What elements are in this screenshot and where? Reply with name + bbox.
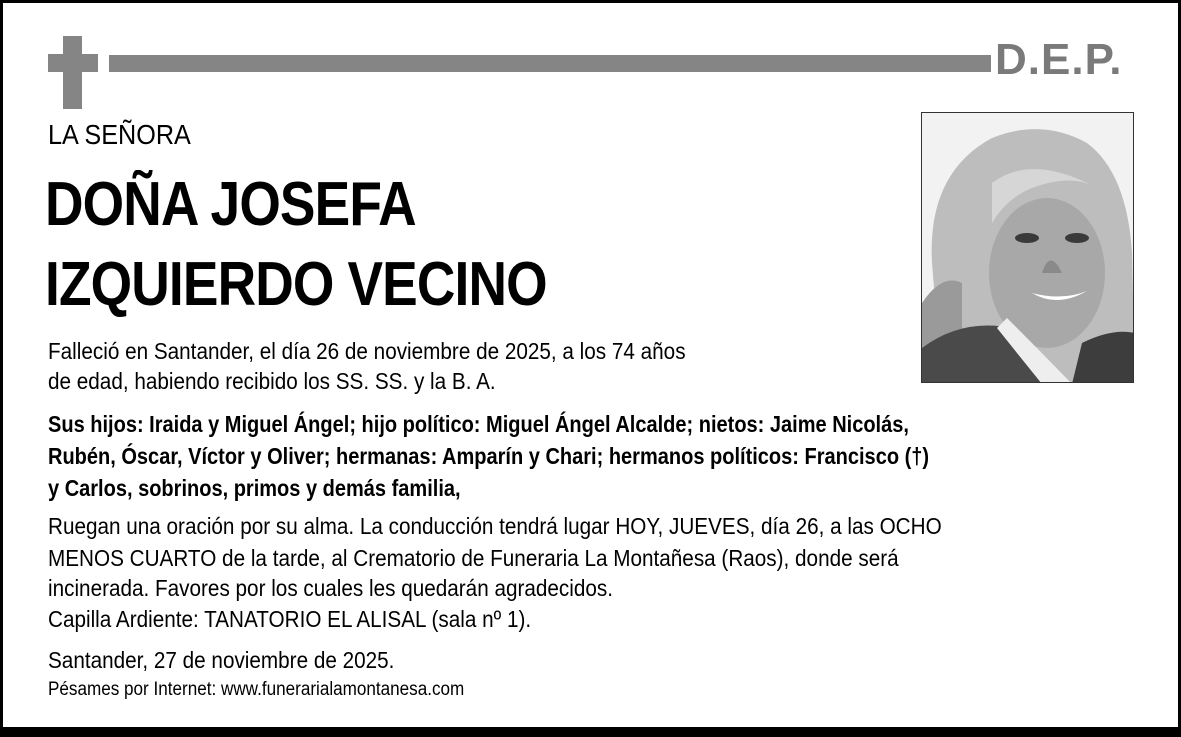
ceremony-line1: Ruegan una oración por su alma. La conducción tendrá lugar HOY, JUEVES, día 26, a las OCHO	[48, 513, 942, 539]
place-date: Santander, 27 de noviembre de 2025.	[48, 647, 395, 673]
death-notice-line1: Falleció en Santander, el día 26 de noviembre de 2025, a los 74 años	[48, 338, 686, 364]
family-line2: Rubén, Óscar, Víctor y Oliver; hermanas: Amparín y Chari; hermanos políticos: Francisco (†)	[48, 443, 930, 469]
deceased-prefix: LA SEÑORA	[48, 119, 191, 150]
portrait-image	[922, 113, 1134, 383]
death-notice-line2: de edad, habiendo recibido los SS. SS. y la B. A.	[48, 368, 496, 394]
ceremony-line3: incinerada. Favores por los cuales les quedarán agradecidos.	[48, 575, 613, 601]
family-line1: Sus hijos: Iraida y Miguel Ángel; hijo político: Miguel Ángel Alcalde; nietos: Jaime Nicolás,	[48, 411, 909, 437]
header-rule	[109, 55, 991, 72]
deceased-photo	[921, 112, 1134, 383]
dep-abbreviation: D.E.P.	[995, 35, 1123, 84]
ceremony-line2: MENOS CUARTO de la tarde, al Crematorio de Funeraria La Montañesa (Raos), donde será	[48, 545, 899, 571]
deceased-name-line2: IZQUIERDO VECINO	[45, 250, 547, 319]
deceased-name-line1: DOÑA JOSEFA	[45, 170, 416, 239]
cross-vertical-bar	[63, 36, 82, 109]
condolences-link[interactable]: Pésames por Internet: www.funerarialamontanesa.com	[48, 679, 465, 700]
chapel-info: Capilla Ardiente: TANATORIO EL ALISAL (sala nº 1).	[48, 606, 532, 632]
family-line3: y Carlos, sobrinos, primos y demás familia,	[48, 475, 461, 501]
cross-horizontal-bar	[48, 54, 98, 72]
